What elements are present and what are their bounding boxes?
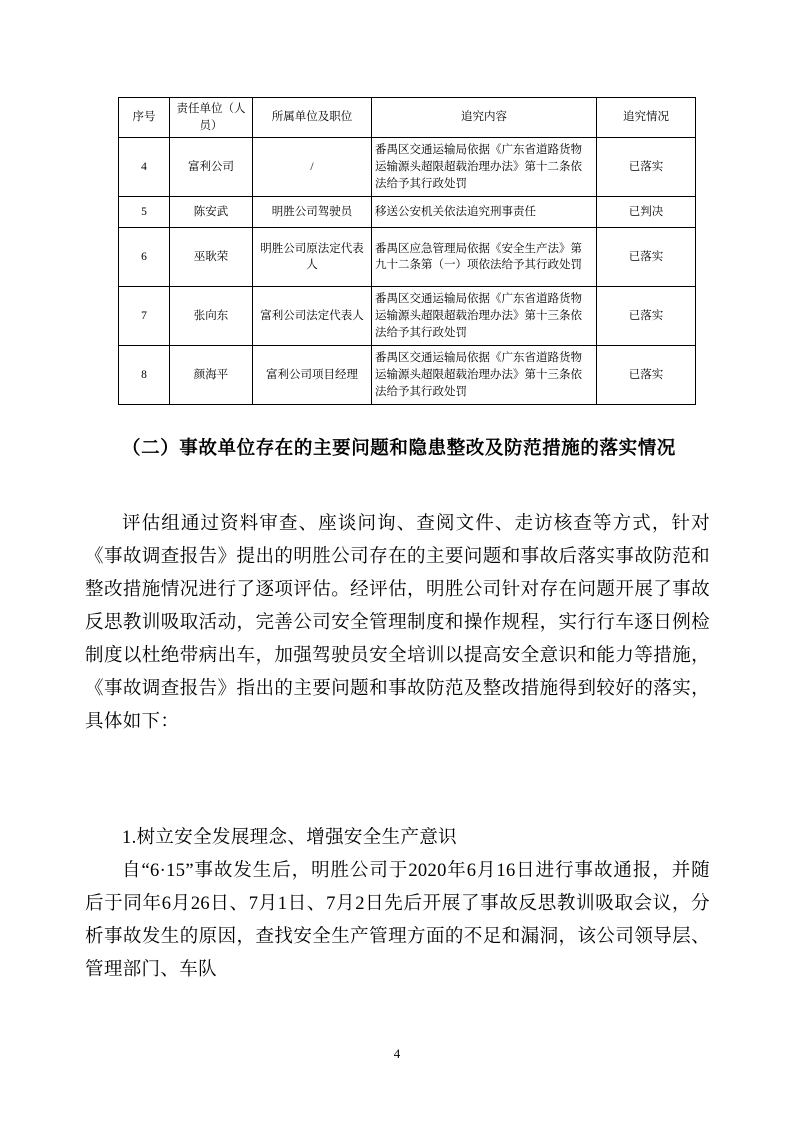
table-header <box>119 98 696 138</box>
column-header-responsible-unit: 责任单位（人员） <box>170 98 253 138</box>
body-paragraph-1: 评估组通过资料审查、座谈问询、查阅文件、走访核查等方式，针对《事故调查报告》提出的明胜公司存在的主要问题和事故后落实事故防范和整改措施情况进行了逐项评估。经评估，明胜公司针对存在问题开展了事故反思教训吸取活动，完善公司安全管理制度和操作规程，实行行车逐日例检制度以杜绝带病出车，加强驾驶员安全培训以提高安全意识和能力等措施，《事故调查报告》指出的主要问题和事故防范及整改措施得到较好的落实，具体如下： <box>85 514 710 732</box>
cell-affiliation-position: / <box>253 138 372 197</box>
cell-responsible-unit: 张向东 <box>170 287 253 346</box>
cell-accountability-status: 已落实 <box>597 138 696 197</box>
paragraph-1-block <box>85 508 710 738</box>
accountability-table-wrapper <box>118 97 690 405</box>
cell-index: 8 <box>119 346 170 405</box>
table-header-row <box>119 98 696 138</box>
table-row <box>119 346 696 405</box>
cell-affiliation-position: 富利公司项目经理 <box>253 346 372 405</box>
cell-responsible-unit: 陈安武 <box>170 197 253 228</box>
cell-accountability-content: 番禺区交通运输局依据《广东省道路货物运输源头超限超载治理办法》第十三条依法给予其行政处罚 <box>372 287 597 346</box>
column-header-affiliation-position: 所属单位及职位 <box>253 98 372 138</box>
cell-accountability-content: 番禺区交通运输局依据《广东省道路货物运输源头超限超载治理办法》第十三条依法给予其行政处罚 <box>372 346 597 405</box>
accountability-table <box>118 97 696 405</box>
cell-accountability-status: 已落实 <box>597 287 696 346</box>
table-body <box>119 138 696 405</box>
table-row <box>119 138 696 197</box>
cell-accountability-status: 已落实 <box>597 346 696 405</box>
cell-affiliation-position: 明胜公司原法定代表人 <box>253 228 372 287</box>
cell-responsible-unit: 富利公司 <box>170 138 253 197</box>
body-paragraph-2: 自“6·15”事故发生后，明胜公司于2020年6月16日进行事故通报，并随后于同年6月26日、7月1日、7月2日先后开展了事故反思教训吸取会议，分析事故发生的原因，查找安全生产管理方面的不足和漏洞，该公司领导层、管理部门、车队 <box>85 861 710 980</box>
cell-index: 5 <box>119 197 170 228</box>
column-header-accountability-content: 追究内容 <box>372 98 597 138</box>
cell-index: 4 <box>119 138 170 197</box>
table-row <box>119 197 696 228</box>
cell-index: 6 <box>119 228 170 287</box>
body-subheading-1: 1.树立安全发展理念、增强安全生产意识 <box>122 828 458 848</box>
cell-accountability-status: 已判决 <box>597 197 696 228</box>
column-header-index: 序号 <box>119 98 170 138</box>
page-number: 4 <box>393 1046 401 1061</box>
cell-accountability-content: 番禺区交通运输局依据《广东省道路货物运输源头超限超载治理办法》第十二条依法给予其行政处罚 <box>372 138 597 197</box>
cell-accountability-content: 移送公安机关依法追究刑事责任 <box>372 197 597 228</box>
subheading-1-block <box>85 822 710 855</box>
table-row <box>119 228 696 287</box>
column-header-accountability-status: 追究情况 <box>597 98 696 138</box>
cell-accountability-content: 番禺区应急管理局依据《安全生产法》第九十二条第（一）项依法给予其行政处罚 <box>372 228 597 287</box>
cell-accountability-status: 已落实 <box>597 228 696 287</box>
cell-responsible-unit: 颜海平 <box>170 346 253 405</box>
cell-responsible-unit: 巫耿荣 <box>170 228 253 287</box>
section-heading-block <box>85 434 710 466</box>
table-row <box>119 287 696 346</box>
paragraph-2-block <box>85 855 710 987</box>
cell-affiliation-position: 明胜公司驾驶员 <box>253 197 372 228</box>
cell-index: 7 <box>119 287 170 346</box>
cell-affiliation-position: 富利公司法定代表人 <box>253 287 372 346</box>
section-heading: （二）事故单位存在的主要问题和隐患整改及防范措施的落实情况 <box>122 439 676 459</box>
